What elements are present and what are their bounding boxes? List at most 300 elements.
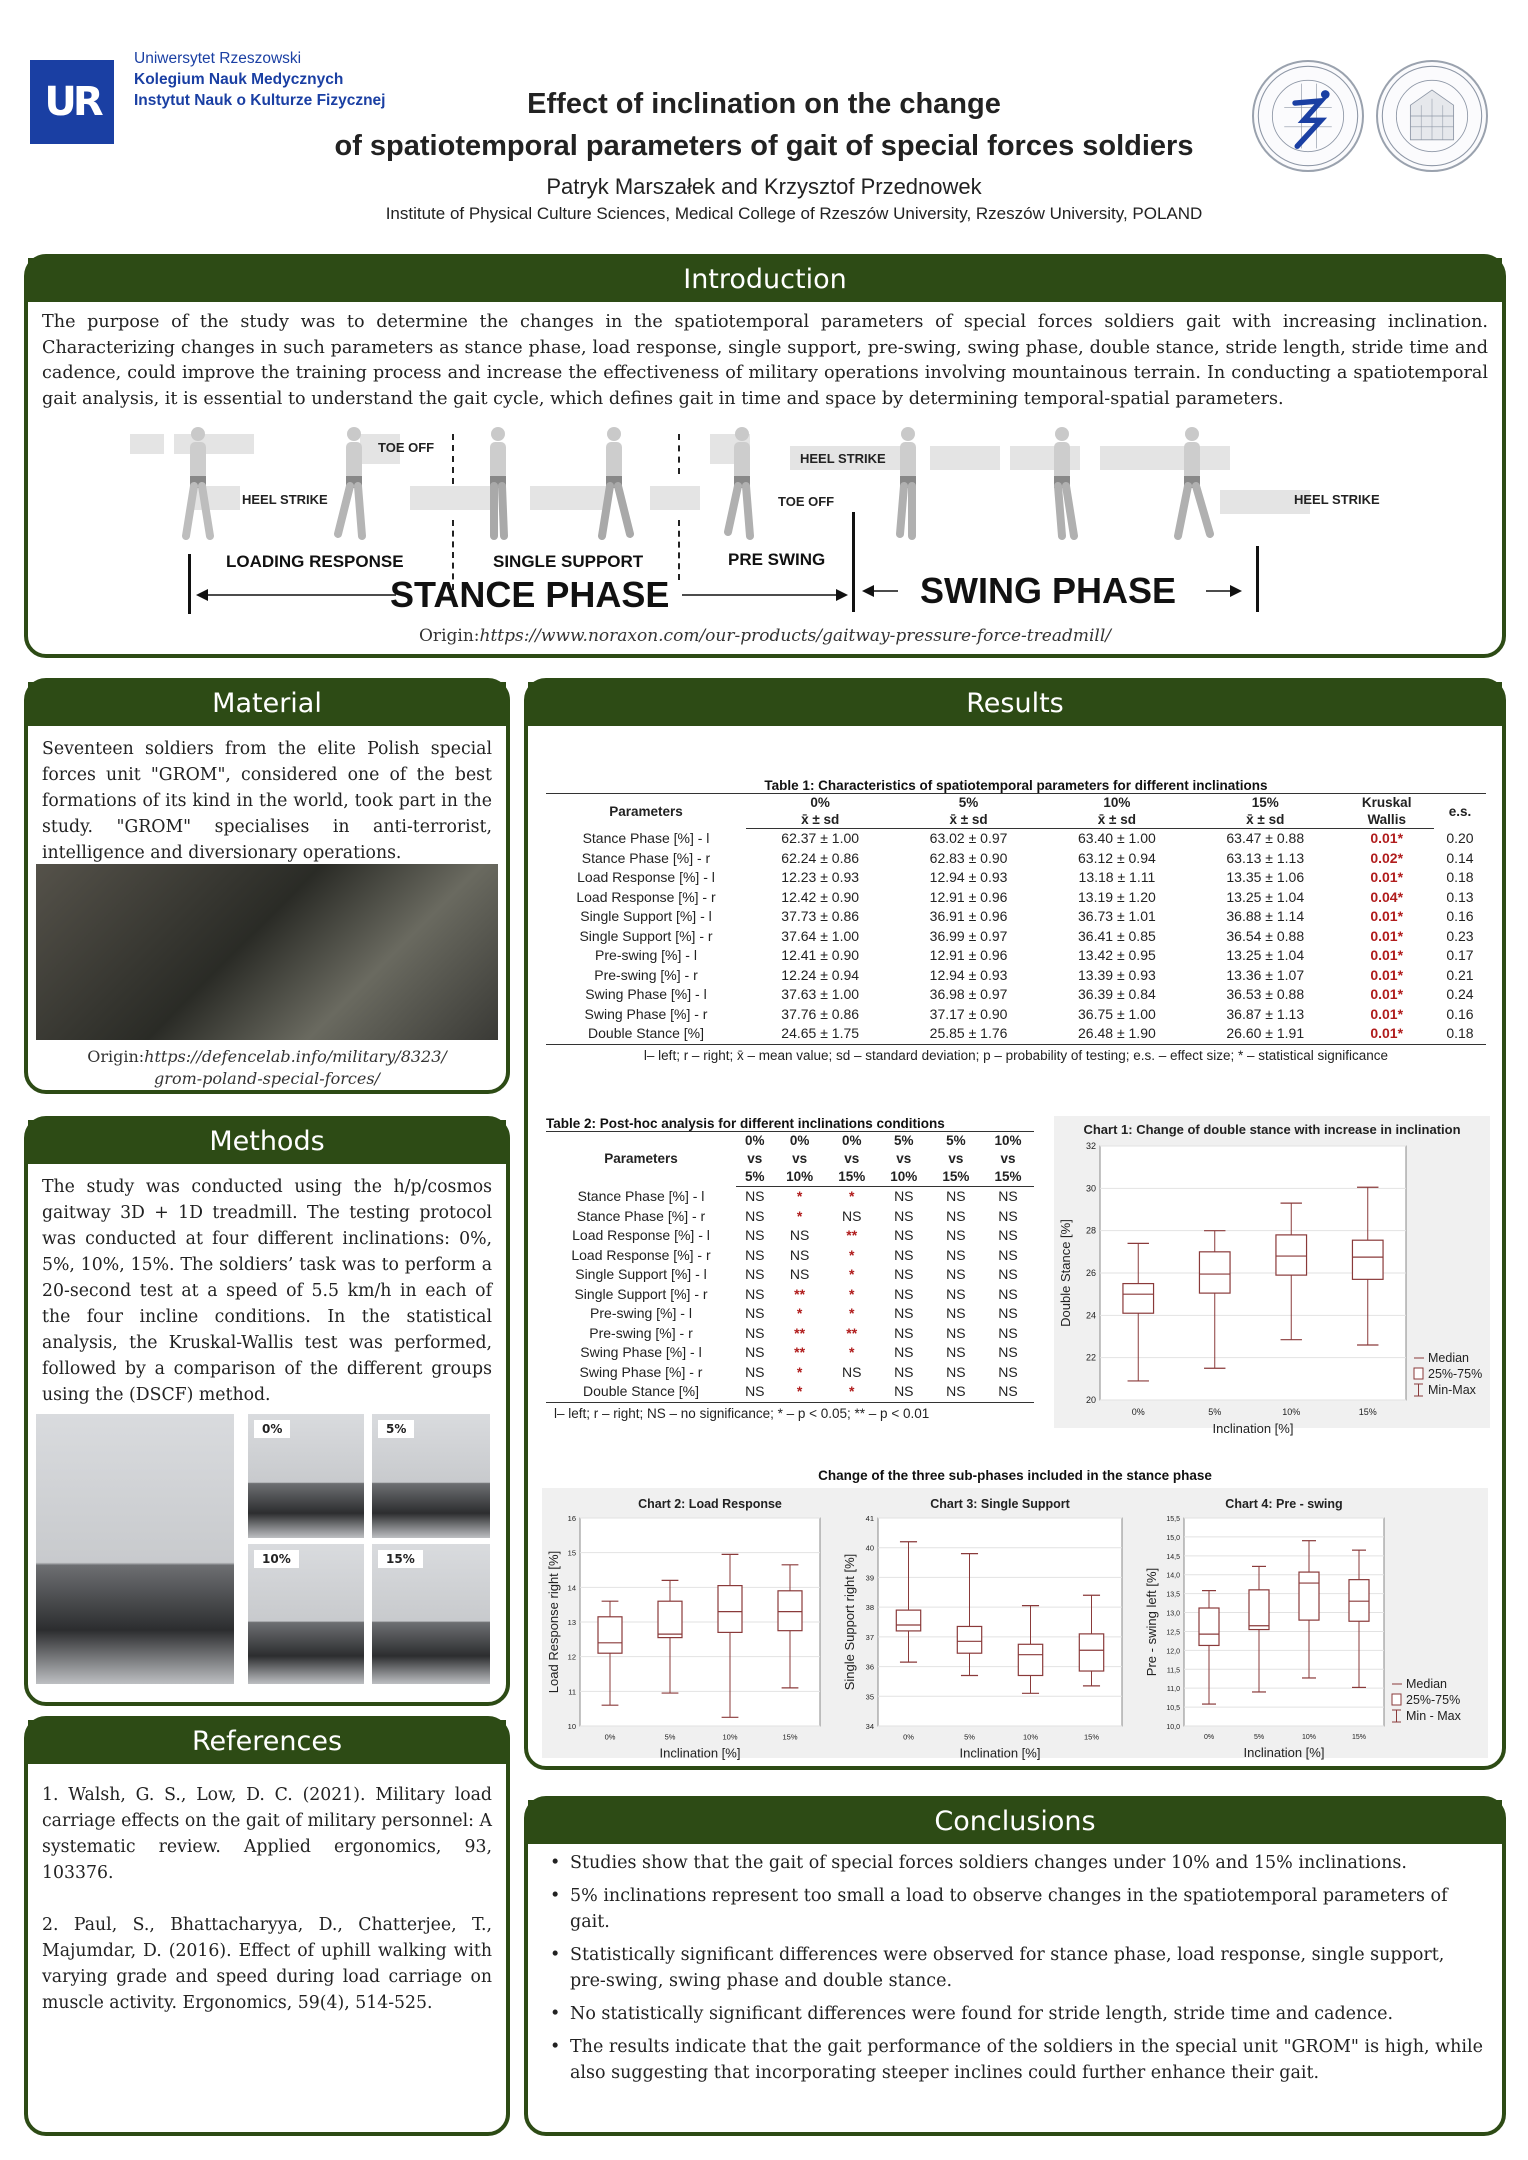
poster-title-line2: of spatiotemporal parameters of gait of special forces soldiers bbox=[334, 130, 1194, 162]
posthoc-cell: * bbox=[848, 1305, 855, 1321]
methods-text: The study was conducted using the h/p/cosmos gaitway 3D + 1D treadmill. The testing protocol was conducted at four different inclinations: 0%, 5%, 10%, 15%. The soldiers’ task was to perform a 20-second test at a speed of 5.5 km/h in each of the four incline conditions. In the statistical analysis, the Kruskal-Wallis test was performed, followed by a comparison of the different groups using the (DSCF) method. bbox=[42, 1177, 492, 1405]
table-row bbox=[546, 1005, 1486, 1025]
table-row bbox=[546, 1187, 1034, 1207]
y-axis-label: Pre - swing left [%] bbox=[1144, 1567, 1159, 1677]
inclination-tag: 10% bbox=[254, 1550, 299, 1568]
legend-label: 25%-75% bbox=[1428, 1367, 1483, 1381]
intro-image-origin bbox=[24, 626, 1506, 646]
gait-cycle-diagram bbox=[110, 420, 1410, 620]
x-tick-label: 10% bbox=[1022, 1732, 1039, 1742]
walking-figure-icon bbox=[476, 424, 520, 544]
origin-url[interactable]: https://www.noraxon.com/our-products/gaitway-pressure-force-treadmill/ bbox=[479, 626, 1111, 646]
col-subheader: x̄ ± sd bbox=[894, 811, 1042, 829]
section-title: Introduction bbox=[28, 258, 1502, 302]
institution-line: Uniwersytet Rzeszowski bbox=[134, 50, 302, 67]
posthoc-cell: NS bbox=[998, 1246, 1018, 1263]
value-cell: 36.87 ± 1.13 bbox=[1226, 1005, 1305, 1022]
toe-off-label: TOE OFF bbox=[378, 440, 435, 455]
value-cell: 13.39 ± 0.93 bbox=[1078, 966, 1156, 983]
table-row bbox=[546, 907, 1486, 927]
effect-size-cell: 0.21 bbox=[1446, 966, 1474, 983]
posthoc-cell: NS bbox=[998, 1324, 1018, 1341]
iqr-box bbox=[1123, 1284, 1154, 1314]
institution-line: Kolegium Nauk Medycznych bbox=[134, 71, 344, 88]
kruskal-wallis-cell: 0.01* bbox=[1370, 966, 1404, 983]
param-cell: Stance Phase [%] - l bbox=[577, 1187, 705, 1204]
value-cell: 36.54 ± 0.88 bbox=[1226, 927, 1305, 944]
posthoc-cell: NS bbox=[789, 1227, 810, 1243]
col-header: 0% bbox=[736, 1132, 774, 1151]
value-cell: 13.25 ± 1.04 bbox=[1226, 947, 1305, 963]
y-tick-label: 16 bbox=[567, 1514, 576, 1523]
col-header: 5% bbox=[736, 1168, 774, 1187]
walking-figure-icon bbox=[592, 424, 636, 544]
legend-label: 25%-75% bbox=[1406, 1693, 1461, 1707]
value-cell: 36.53 ± 0.88 bbox=[1226, 986, 1305, 1002]
arrow-left-icon bbox=[862, 584, 898, 598]
param-cell: Double Stance [%] bbox=[546, 1382, 736, 1402]
y-tick-label: 15,5 bbox=[1166, 1516, 1180, 1523]
posthoc-cell: NS bbox=[745, 1285, 765, 1302]
loading-response-label: LOADING RESPONSE bbox=[226, 552, 404, 571]
col-header: 10% bbox=[878, 1168, 930, 1187]
param-cell: Swing Phase [%] - r bbox=[579, 1363, 703, 1380]
value-cell: 13.35 ± 1.06 bbox=[1226, 869, 1305, 885]
iqr-box bbox=[957, 1626, 981, 1653]
kruskal-wallis-cell: 0.01* bbox=[1370, 869, 1404, 885]
posthoc-cell: ** bbox=[794, 1324, 806, 1341]
treadmill-photo bbox=[36, 1414, 234, 1684]
x-axis-label: Inclination [%] bbox=[1243, 1745, 1325, 1760]
x-tick-label: 10% bbox=[1282, 1407, 1301, 1417]
value-cell: 24.65 ± 1.75 bbox=[746, 1024, 894, 1044]
y-axis-label: Load Response right [%] bbox=[546, 1550, 561, 1694]
col-subheader: x̄ ± sd bbox=[746, 811, 894, 829]
stance-phase-label: STANCE PHASE bbox=[390, 574, 670, 615]
y-tick-label: 15 bbox=[567, 1548, 576, 1558]
authors: Patryk Marszałek and Krzysztof Przednowek bbox=[546, 174, 982, 199]
y-tick-label: 11,0 bbox=[1166, 1686, 1180, 1694]
table2-grid bbox=[546, 1131, 1034, 1403]
table-row bbox=[546, 1226, 1034, 1246]
col-header: vs bbox=[948, 1151, 964, 1166]
posthoc-cell: NS bbox=[745, 1305, 765, 1321]
posthoc-cell: * bbox=[826, 1382, 878, 1402]
y-tick-label: 14 bbox=[567, 1583, 576, 1593]
posthoc-cell: NS bbox=[789, 1246, 810, 1263]
y-tick-label: 34 bbox=[865, 1722, 874, 1731]
table-row bbox=[546, 985, 1486, 1005]
table-row bbox=[546, 1285, 1034, 1305]
table-row bbox=[546, 1265, 1034, 1285]
chart-title: Chart 3: Single Support bbox=[930, 1497, 1070, 1511]
conclusions-list bbox=[528, 1844, 1502, 2086]
col-header: 5% bbox=[878, 1132, 930, 1151]
value-cell: 36.91 ± 0.96 bbox=[929, 908, 1008, 924]
x-axis-label: Inclination [%] bbox=[959, 1745, 1041, 1761]
param-cell: Pre-swing [%] - l bbox=[590, 1305, 692, 1321]
iqr-box bbox=[1199, 1608, 1219, 1645]
table2-note: l– left; r – right; NS – no significance; * – p < 0.05; ** – p < 0.01 bbox=[554, 1405, 930, 1421]
conclusions-panel bbox=[524, 1796, 1506, 2136]
zagreb-university-seal-icon bbox=[1376, 60, 1488, 172]
col-subheader: x̄ ± sd bbox=[1043, 811, 1191, 829]
y-tick-label: 38 bbox=[865, 1603, 874, 1613]
value-cell: 63.47 ± 0.88 bbox=[1226, 830, 1305, 846]
col-header: vs bbox=[747, 1151, 763, 1166]
param-cell: Single Support [%] - l bbox=[575, 1266, 707, 1282]
posthoc-cell: NS bbox=[745, 1266, 765, 1282]
chart3-svg bbox=[838, 1488, 1158, 1761]
effect-size-cell: 0.24 bbox=[1446, 986, 1474, 1002]
y-tick-label: 35 bbox=[865, 1692, 874, 1702]
kruskal-wallis-cell: 0.01* bbox=[1370, 927, 1404, 944]
param-cell: Double Stance [%] bbox=[546, 1024, 746, 1044]
x-tick-label: 5% bbox=[1253, 1734, 1265, 1741]
walking-figure-icon bbox=[176, 424, 220, 544]
walking-figure-icon bbox=[720, 424, 764, 544]
references-panel bbox=[24, 1716, 510, 2136]
value-cell: 12.42 ± 0.90 bbox=[781, 888, 860, 905]
col-header: vs bbox=[1000, 1151, 1016, 1166]
kruskal-wallis-cell: 0.01* bbox=[1370, 908, 1404, 924]
posthoc-cell: NS bbox=[998, 1207, 1018, 1224]
kruskal-wallis-cell: 0.01* bbox=[1370, 947, 1404, 963]
posthoc-cell: NS bbox=[946, 1266, 966, 1282]
chart-title: Chart 2: Load Response bbox=[638, 1497, 782, 1511]
origin-label: Origin: bbox=[87, 1047, 145, 1066]
legend-label: Min-Max bbox=[1428, 1383, 1476, 1397]
table-row bbox=[546, 927, 1486, 947]
posthoc-cell: * bbox=[796, 1305, 803, 1321]
effect-size-cell: 0.16 bbox=[1446, 908, 1474, 924]
x-axis-label: Inclination [%] bbox=[659, 1745, 741, 1761]
legend-box-swatch bbox=[1392, 1694, 1401, 1705]
value-cell: 12.94 ± 0.93 bbox=[929, 869, 1008, 885]
value-cell: 13.19 ± 1.20 bbox=[1078, 888, 1156, 905]
param-cell: Single Support [%] - r bbox=[574, 1285, 708, 1302]
kruskal-wallis-cell: 0.01* bbox=[1370, 830, 1404, 846]
y-tick-label: 39 bbox=[865, 1573, 874, 1583]
param-cell: Single Support [%] - r bbox=[579, 927, 713, 944]
y-tick-label: 12,5 bbox=[1166, 1629, 1180, 1637]
param-cell: Stance Phase [%] - r bbox=[581, 849, 711, 866]
kruskal-wallis-cell: 0.01* bbox=[1370, 986, 1404, 1002]
col-header: 15% bbox=[1191, 794, 1339, 812]
posthoc-cell: NS bbox=[946, 1285, 966, 1302]
affiliation: Institute of Physical Culture Sciences, Medical College of Rzeszów University, Rzeszów University, POLAND bbox=[385, 204, 1203, 223]
section-title: Conclusions bbox=[528, 1800, 1502, 1844]
x-tick-label: 0% bbox=[903, 1732, 914, 1742]
y-tick-label: 24 bbox=[1085, 1310, 1096, 1321]
y-tick-label: 32 bbox=[1085, 1141, 1096, 1151]
y-tick-label: 36 bbox=[865, 1662, 874, 1672]
posthoc-cell: NS bbox=[841, 1207, 862, 1224]
x-tick-label: 10% bbox=[722, 1732, 738, 1742]
subphase-charts bbox=[542, 1488, 1488, 1761]
value-cell: 63.02 ± 0.97 bbox=[929, 830, 1008, 846]
iqr-box bbox=[1299, 1572, 1319, 1620]
arrow-right-icon bbox=[1206, 584, 1242, 598]
y-tick-label: 11,5 bbox=[1166, 1667, 1180, 1675]
methods-panel bbox=[24, 1116, 510, 1706]
posthoc-cell: * bbox=[796, 1188, 803, 1204]
posthoc-cell: NS bbox=[894, 1285, 914, 1302]
y-tick-label: 13,5 bbox=[1166, 1591, 1180, 1599]
soldiers-photo bbox=[36, 864, 498, 1040]
col-header-kw: Kruskal bbox=[1339, 794, 1434, 812]
iqr-box bbox=[1276, 1235, 1307, 1275]
table-row bbox=[546, 1363, 1034, 1383]
posthoc-cell: NS bbox=[946, 1363, 966, 1380]
table-row bbox=[546, 1343, 1034, 1363]
param-cell: Pre-swing [%] - r bbox=[589, 1324, 693, 1341]
col-subheader: x̄ ± sd bbox=[1191, 811, 1339, 829]
param-cell: Pre-swing [%] - r bbox=[594, 966, 698, 983]
value-cell: 12.94 ± 0.93 bbox=[929, 966, 1008, 983]
value-cell: 13.42 ± 0.95 bbox=[1078, 947, 1156, 963]
y-tick-label: 30 bbox=[1085, 1183, 1096, 1194]
arrow-left-icon bbox=[196, 588, 396, 602]
inclination-tag: 0% bbox=[254, 1420, 290, 1438]
legend-box-swatch bbox=[1414, 1368, 1423, 1379]
col-header: 15% bbox=[826, 1168, 878, 1187]
table-row bbox=[546, 849, 1486, 869]
posthoc-cell: NS bbox=[930, 1382, 982, 1402]
x-tick-label: 5% bbox=[964, 1732, 975, 1742]
material-text: Seventeen soldiers from the elite Polish special forces unit "GROM", considered one of the best formations of its kind in the world, took part in the study. "GROM" specialises in anti-terrorist, intelligence and diversionary operations. bbox=[42, 739, 492, 863]
effect-size-cell: 0.14 bbox=[1446, 849, 1474, 866]
treadmill-photo-10 bbox=[248, 1544, 364, 1684]
col-header: 0% bbox=[774, 1132, 826, 1151]
swing-phase-label: SWING PHASE bbox=[920, 570, 1177, 611]
x-tick-label: 15% bbox=[782, 1732, 798, 1742]
kruskal-wallis-cell: 0.01* bbox=[1339, 1024, 1434, 1044]
value-cell: 36.88 ± 1.14 bbox=[1226, 908, 1305, 924]
value-cell: 63.40 ± 1.00 bbox=[1078, 830, 1156, 846]
param-cell: Load Response [%] - r bbox=[571, 1246, 711, 1263]
col-header: 5% bbox=[930, 1132, 982, 1151]
value-cell: 13.36 ± 1.07 bbox=[1226, 966, 1305, 983]
col-header-parameters: Parameters bbox=[546, 1132, 736, 1187]
walking-figure-icon bbox=[1040, 424, 1084, 544]
col-header: 15% bbox=[982, 1168, 1034, 1187]
posthoc-cell: * bbox=[848, 1246, 855, 1263]
posthoc-cell: NS bbox=[745, 1324, 765, 1341]
posthoc-cell: * bbox=[796, 1207, 803, 1224]
inclination-tag: 15% bbox=[378, 1550, 423, 1568]
value-cell: 63.12 ± 0.94 bbox=[1078, 849, 1156, 866]
value-cell: 37.73 ± 0.86 bbox=[781, 908, 860, 924]
posthoc-cell: NS bbox=[894, 1305, 914, 1321]
chart1 bbox=[1054, 1116, 1490, 1436]
effect-size-cell: 0.20 bbox=[1446, 829, 1474, 846]
posthoc-cell: * bbox=[774, 1382, 826, 1402]
treadmill-photo-15 bbox=[372, 1544, 490, 1684]
table-row bbox=[546, 1246, 1034, 1266]
value-cell: 37.76 ± 0.86 bbox=[781, 1005, 860, 1022]
posthoc-cell: NS bbox=[998, 1285, 1018, 1302]
value-cell: 12.91 ± 0.96 bbox=[929, 888, 1008, 905]
y-tick-label: 28 bbox=[1085, 1225, 1096, 1236]
table1-note: l– left; r – right; x̄ – mean value; sd – standard deviation; p – probability of testing; e.s. – effect size; * – statistical significance bbox=[643, 1047, 1389, 1063]
col-header: 0% bbox=[746, 794, 894, 812]
x-tick-label: 10% bbox=[1301, 1734, 1317, 1741]
value-cell: 26.60 ± 1.91 bbox=[1191, 1024, 1339, 1044]
origin-url-cont[interactable]: grom-poland-special-forces/ bbox=[154, 1069, 380, 1088]
table1-grid bbox=[546, 793, 1486, 1045]
effect-size-cell: 0.18 bbox=[1446, 869, 1474, 885]
value-cell: 36.75 ± 1.00 bbox=[1078, 1005, 1156, 1022]
value-cell: 62.24 ± 0.86 bbox=[781, 849, 860, 866]
posthoc-cell: NS bbox=[894, 1188, 914, 1204]
y-axis-label: Single Support right [%] bbox=[842, 1553, 857, 1691]
y-tick-label: 12,0 bbox=[1166, 1648, 1180, 1656]
iqr-box bbox=[1352, 1240, 1383, 1279]
value-cell: 62.83 ± 0.90 bbox=[929, 849, 1008, 866]
posthoc-cell: NS bbox=[894, 1363, 914, 1380]
param-cell: Stance Phase [%] - r bbox=[576, 1207, 706, 1224]
posthoc-cell: NS bbox=[998, 1266, 1018, 1282]
param-cell: Swing Phase [%] - r bbox=[584, 1005, 708, 1022]
col-header: vs bbox=[792, 1151, 808, 1166]
origin-label: Origin: bbox=[419, 626, 480, 646]
table-row bbox=[546, 1382, 1034, 1402]
effect-size-cell: 0.16 bbox=[1446, 1005, 1474, 1022]
posthoc-cell: ** bbox=[794, 1344, 806, 1360]
col-header: 5% bbox=[894, 794, 1042, 812]
poster-title-line1: Effect of inclination on the change bbox=[527, 88, 1001, 120]
x-tick-label: 5% bbox=[664, 1732, 676, 1742]
introduction-text: The purpose of the study was to determine the changes in the spatiotemporal parameters of special forces soldiers gait with increasing inclination. Characterizing changes in such parameters as stance phase, load response, single support, pre-swing, swing phase, double stance, stride length, stride time and cadence, could improve the training process and increase the effectiveness of military operations involving mountainous terrain. In conducting a spatiotemporal gait analysis, it is essential to understand the gait cycle, which defines gait in time and space by determining temporal-spatial parameters. bbox=[42, 312, 1488, 409]
param-cell: Swing Phase [%] - l bbox=[585, 986, 707, 1002]
table1-caption: Table 1: Characteristics of spatiotemporal parameters for different inclinations bbox=[764, 778, 1268, 793]
posthoc-cell: * bbox=[848, 1188, 855, 1204]
conclusion-item: • The results indicate that the gait performance of the soldiers in the special unit "GROM" is high, while also suggesting that incorporating steeper inclines could further enhance their gait. bbox=[546, 2034, 1484, 2086]
value-cell: 13.25 ± 1.04 bbox=[1226, 888, 1305, 905]
y-tick-label: 10,5 bbox=[1166, 1705, 1180, 1713]
col-header: vs bbox=[844, 1151, 860, 1166]
y-tick-label: 12 bbox=[567, 1652, 576, 1662]
section-title: Material bbox=[28, 682, 506, 726]
effect-size-cell: 0.18 bbox=[1434, 1024, 1486, 1044]
posthoc-cell: NS bbox=[745, 1188, 765, 1204]
posthoc-cell: NS bbox=[998, 1227, 1018, 1243]
posthoc-cell: NS bbox=[841, 1363, 862, 1380]
heel-strike-label: HEEL STRIKE bbox=[242, 492, 328, 507]
x-tick-label: 15% bbox=[1358, 1407, 1377, 1417]
posthoc-cell: NS bbox=[946, 1305, 966, 1321]
y-tick-label: 13,0 bbox=[1166, 1610, 1180, 1618]
value-cell: 36.98 ± 0.97 bbox=[929, 986, 1008, 1002]
effect-size-cell: 0.23 bbox=[1446, 927, 1474, 944]
x-tick-label: 0% bbox=[1131, 1407, 1145, 1417]
value-cell: 36.39 ± 0.84 bbox=[1078, 986, 1156, 1002]
table2-caption: Table 2: Post-hoc analysis for different inclinations conditions bbox=[546, 1116, 945, 1131]
posthoc-cell: NS bbox=[878, 1382, 930, 1402]
posthoc-cell: NS bbox=[745, 1227, 765, 1243]
param-cell: Single Support [%] - l bbox=[580, 908, 712, 924]
results-panel bbox=[524, 678, 1506, 1770]
section-title: Results bbox=[528, 682, 1502, 726]
reference-item: 1. Walsh, G. S., Low, D. C. (2021). Military load carriage effects on the gait of military personnel: A systematic review. Applied ergonomics, 93, 103376. bbox=[42, 1785, 492, 1883]
iqr-box bbox=[1018, 1644, 1042, 1675]
value-cell: 12.41 ± 0.90 bbox=[781, 947, 860, 963]
y-tick-label: 37 bbox=[865, 1632, 874, 1642]
posthoc-cell: NS bbox=[894, 1246, 914, 1263]
posthoc-cell: ** bbox=[846, 1324, 858, 1341]
value-cell: 12.91 ± 0.96 bbox=[929, 947, 1008, 963]
posthoc-cell: NS bbox=[946, 1324, 966, 1341]
y-tick-label: 10,0 bbox=[1166, 1724, 1180, 1731]
subphases-title: Change of the three sub-phases included in the stance phase bbox=[818, 1468, 1212, 1483]
value-cell: 36.41 ± 0.85 bbox=[1078, 927, 1156, 944]
effect-size-cell: 0.17 bbox=[1446, 947, 1474, 963]
posthoc-cell: NS bbox=[946, 1227, 966, 1243]
posthoc-cell: ** bbox=[794, 1285, 806, 1302]
param-cell: Stance Phase [%] - l bbox=[582, 829, 710, 846]
col-header: 10% bbox=[982, 1132, 1034, 1151]
y-tick-label: 15,0 bbox=[1166, 1534, 1180, 1542]
posthoc-cell: * bbox=[848, 1266, 855, 1282]
table-row bbox=[546, 1304, 1034, 1324]
value-cell: 37.17 ± 0.90 bbox=[929, 1005, 1008, 1022]
posthoc-cell: NS bbox=[745, 1363, 765, 1380]
posthoc-cell: * bbox=[796, 1363, 803, 1380]
posthoc-cell: NS bbox=[745, 1344, 765, 1360]
col-header: 15% bbox=[930, 1168, 982, 1187]
kruskal-wallis-cell: 0.01* bbox=[1370, 1005, 1404, 1022]
posthoc-cell: NS bbox=[946, 1246, 966, 1263]
posthoc-cell: NS bbox=[998, 1344, 1018, 1360]
col-header: 0% bbox=[826, 1132, 878, 1151]
iqr-box bbox=[718, 1586, 742, 1633]
posthoc-cell: NS bbox=[946, 1207, 966, 1224]
param-cell: Load Response [%] - l bbox=[572, 1227, 710, 1243]
table1 bbox=[546, 778, 1486, 1063]
posthoc-cell: NS bbox=[894, 1207, 914, 1224]
x-axis-label: Inclination [%] bbox=[1212, 1421, 1294, 1436]
posthoc-cell: NS bbox=[998, 1305, 1018, 1321]
posthoc-cell: NS bbox=[894, 1344, 914, 1360]
value-cell: 36.73 ± 1.01 bbox=[1078, 908, 1156, 924]
walking-figure-icon bbox=[332, 424, 376, 544]
x-tick-label: 15% bbox=[1351, 1734, 1367, 1741]
section-title: Methods bbox=[28, 1120, 506, 1164]
y-tick-label: 14,5 bbox=[1166, 1553, 1180, 1561]
posthoc-cell: * bbox=[848, 1344, 855, 1360]
posthoc-cell: NS bbox=[894, 1324, 914, 1341]
value-cell: 37.63 ± 1.00 bbox=[781, 986, 860, 1002]
posthoc-cell: NS bbox=[789, 1266, 810, 1282]
institution-line: Instytut Nauk o Kulturze Fizycznej bbox=[134, 92, 386, 109]
legend-label: Median bbox=[1406, 1677, 1447, 1691]
table-row bbox=[546, 868, 1486, 888]
legend-label: Median bbox=[1428, 1351, 1469, 1365]
posthoc-cell: NS bbox=[745, 1246, 765, 1263]
param-cell: Swing Phase [%] - l bbox=[580, 1344, 702, 1360]
iqr-box bbox=[896, 1610, 920, 1631]
treadmill-photo-5 bbox=[372, 1414, 490, 1538]
posthoc-cell: NS bbox=[894, 1227, 914, 1243]
posthoc-cell: NS bbox=[894, 1266, 914, 1282]
material-panel bbox=[24, 678, 510, 1094]
table-row bbox=[546, 888, 1486, 908]
col-header-kw: Wallis bbox=[1339, 811, 1434, 829]
origin-url[interactable]: https://defencelab.info/military/8323/ bbox=[144, 1047, 447, 1066]
conclusion-item: • 5% inclinations represent too small a load to observe changes in the spatiotemporal parameters of gait. bbox=[546, 1883, 1484, 1935]
y-axis-label: Double Stance [%] bbox=[1058, 1219, 1073, 1327]
